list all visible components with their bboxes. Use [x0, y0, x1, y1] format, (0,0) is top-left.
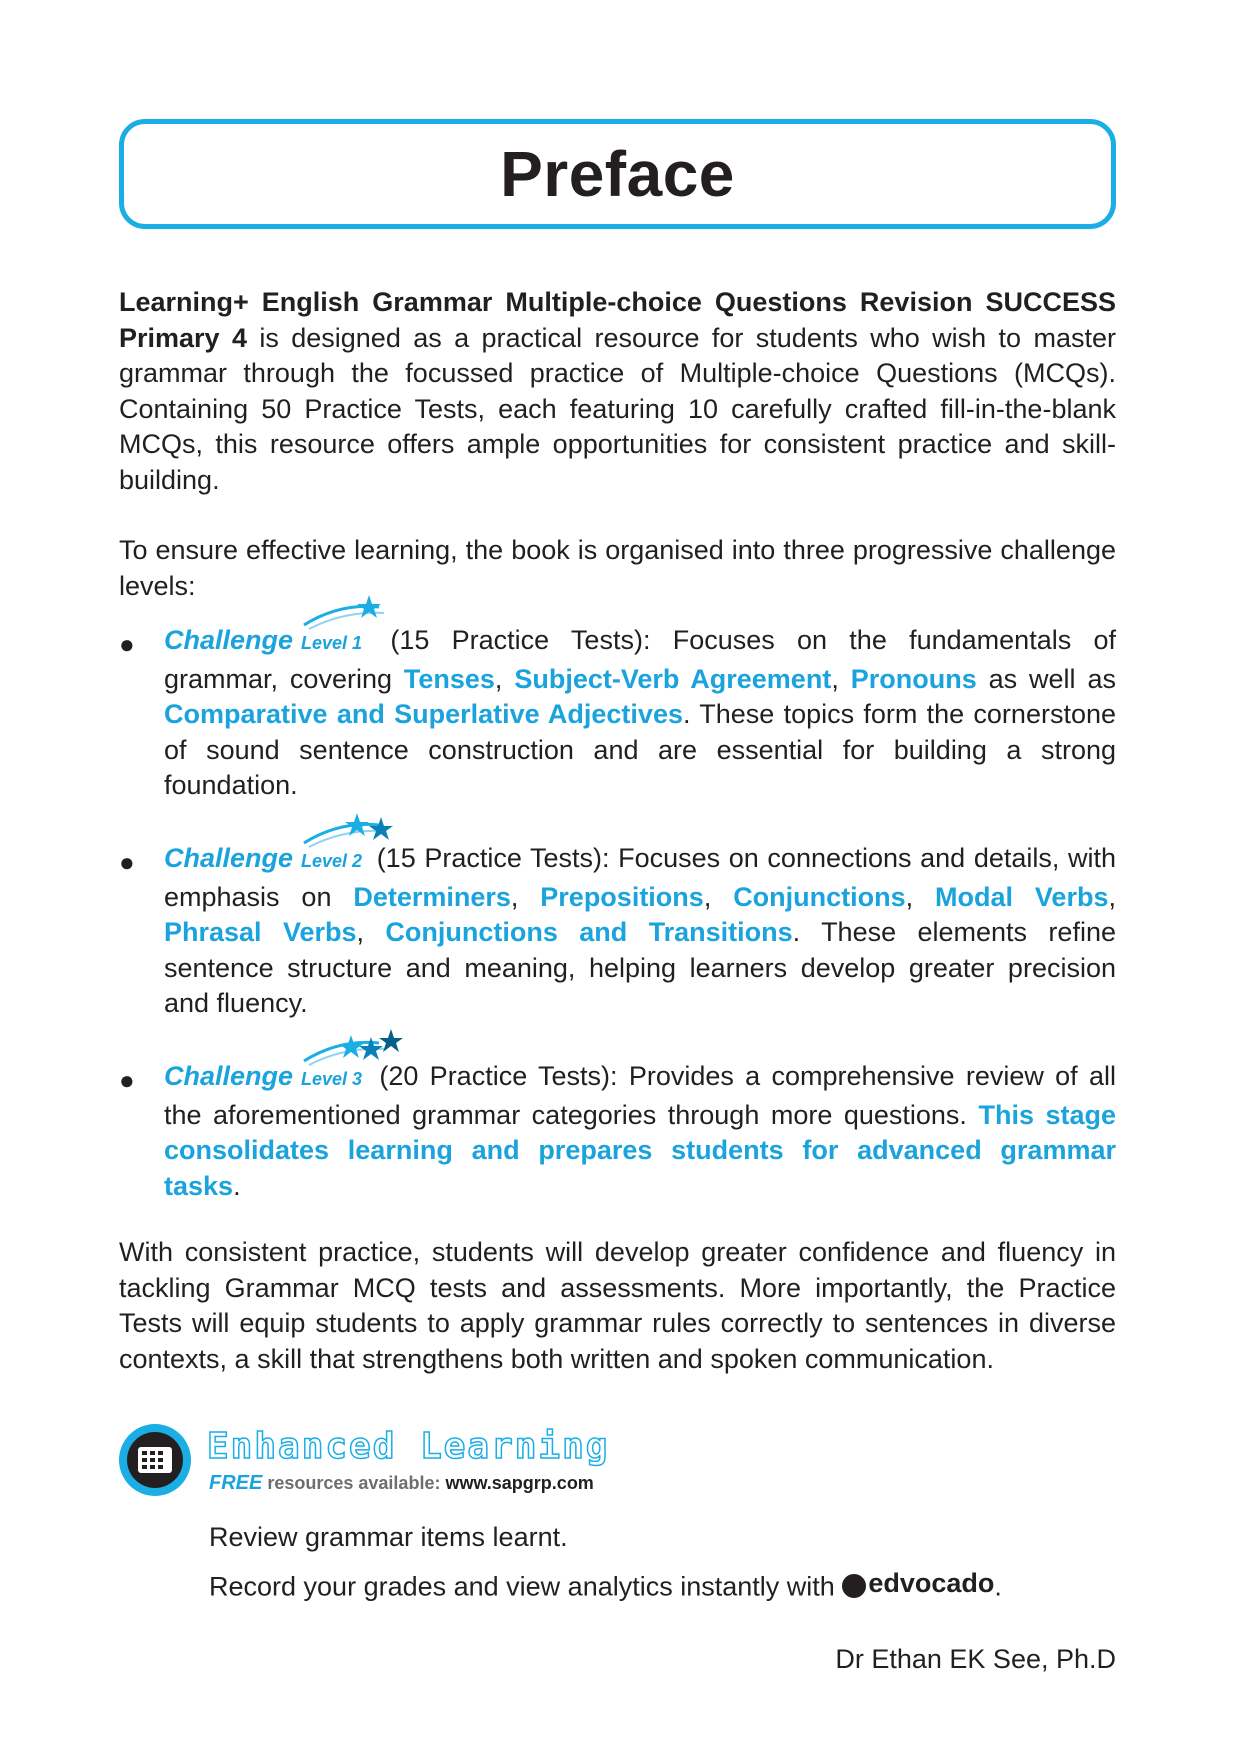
sep: ,: [703, 881, 734, 912]
sep: ,: [494, 663, 515, 694]
edvocado-logo: [842, 1568, 994, 1599]
film-icon: [136, 1441, 174, 1479]
levels-intro: To ensure effective learning, the book is organised into three progressive challenge levels:: [119, 535, 1116, 601]
record-end: .: [994, 1571, 1002, 1602]
resources-text: resources available:: [262, 1473, 446, 1493]
star-icon: [299, 593, 419, 633]
review-line: Review grammar items learnt.: [209, 1522, 568, 1552]
topic-determiners: Determiners: [353, 881, 511, 912]
level-label: Level 3: [301, 1069, 363, 1089]
intro-text: is designed as a practical resource for students who wish to master grammar through the focussed practice of Multiple-choice Questions (MCQs). Containing 50 Practice Tests, each featuring 10 carefully crafted fill-in-the-blank MCQs, this resource offers ample opportunities for consistent practice and skill-building.: [119, 322, 1116, 495]
bullet-level-2: [119, 841, 1116, 1022]
closing-paragraph: With consistent practice, students will develop greater confidence and fluency in tackling Grammar MCQ tests and assessments. More importantly, the Practice Tests will equip students to apply grammar rules correctly to sentences in diverse contexts, a skill that strengthens both written and spoken communication.: [119, 1237, 1116, 1374]
book-title: Learning+ English Grammar Multiple-choice Questions Revision SUCCESS Primary 4: [119, 287, 1116, 353]
level-label: Level 2: [301, 851, 363, 871]
title-box: [119, 119, 1116, 229]
bullet-level-3: [119, 1059, 1116, 1204]
record-line: [209, 1568, 1002, 1603]
sep: ,: [831, 663, 851, 694]
page-title: Preface: [500, 138, 735, 210]
topic-conjunctions-transitions: Conjunctions and Transitions: [385, 917, 793, 947]
sep: ,: [510, 881, 541, 912]
bullet3-text-1: (20 Practice Tests): Provides a comprehensive review of all the aforementioned grammar categories through more questions.: [164, 1061, 1116, 1130]
free-label: FREE: [209, 1472, 263, 1494]
enhanced-learning-banner: [119, 1424, 679, 1504]
avocado-icon: [842, 1574, 866, 1598]
challenge-level-1-badge: [164, 623, 362, 662]
enhanced-learning-title: Enhanced Learning: [207, 1426, 610, 1467]
resources-url: www.sapgrp.com: [445, 1473, 594, 1493]
challenge-level-2-badge: [164, 841, 362, 880]
topic-modal-verbs: Modal Verbs: [935, 881, 1109, 912]
bullet1-text-2: as well as: [976, 663, 1116, 694]
star-icon: [299, 1029, 419, 1069]
bullet-dot: ●: [119, 629, 135, 659]
author-signature: Dr Ethan EK See, Ph.D: [835, 1644, 1116, 1674]
bullet-dot: ●: [119, 1065, 135, 1095]
brand-name: edvocado: [868, 1568, 995, 1598]
enhanced-learning-logo: [119, 1424, 191, 1496]
challenge-word: Challenge: [164, 843, 294, 873]
bullet-dot: ●: [119, 847, 135, 877]
bullet-text: [164, 623, 1116, 804]
topic-phrasal-verbs: Phrasal Verbs: [164, 917, 357, 947]
sep: ,: [356, 917, 386, 947]
topic-conjunctions: Conjunctions: [733, 881, 906, 912]
topic-tenses: Tenses: [403, 663, 495, 694]
bullet-text: [164, 841, 1116, 1022]
sep: ,: [905, 881, 936, 912]
topic-subject-verb: Subject-Verb Agreement: [514, 663, 832, 694]
bullet2-text-2: . These elements refine sentence structure and meaning, helping learners develop greater precision and fluency.: [164, 917, 1116, 1018]
challenge-level-3-badge: [164, 1059, 362, 1098]
level-label: Level 1: [301, 633, 363, 653]
bullet-text: [164, 1059, 1116, 1204]
intro-paragraph: [119, 285, 1116, 498]
bullet3-text-2: .: [233, 1170, 241, 1201]
bullet1-text-1: (15 Practice Tests): Focuses on the fundamentals of grammar, covering: [164, 625, 1116, 694]
bullet-level-1: [119, 623, 1116, 804]
challenge-word: Challenge: [164, 625, 294, 655]
sep: ,: [1108, 881, 1116, 912]
bullet1-text-3: . These topics form the cornerstone of sound sentence construction and are essential for building a strong foundation.: [164, 699, 1117, 800]
topic-adjectives: Comparative and Superlative Adjectives: [164, 699, 683, 729]
star-icon: [299, 811, 419, 851]
record-text: Record your grades and view analytics instantly with: [209, 1571, 843, 1602]
stage-highlight: This stage consolidates learning and prepares students for advanced grammar tasks: [164, 1099, 1116, 1201]
topic-prepositions: Prepositions: [540, 881, 704, 912]
bullet2-text-1: (15 Practice Tests): Focuses on connections and details, with emphasis on: [164, 843, 1116, 912]
challenge-word: Challenge: [164, 1061, 294, 1091]
topic-pronouns: Pronouns: [850, 663, 977, 694]
resources-line: [209, 1472, 594, 1495]
